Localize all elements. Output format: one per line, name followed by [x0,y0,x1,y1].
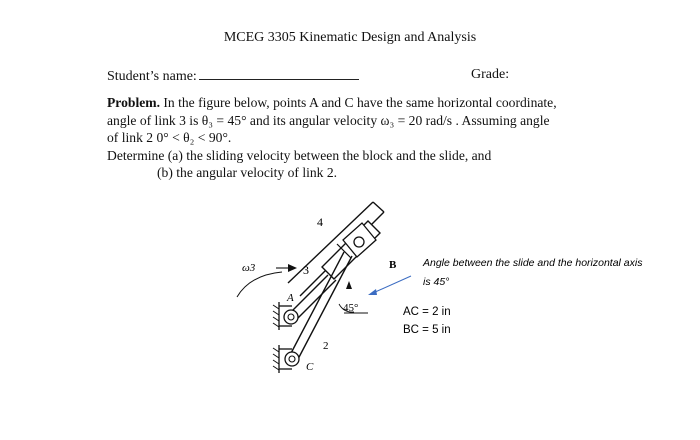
label-link-2: 2 [323,340,329,352]
problem-line-4: Determine (a) the sliding velocity between the block and the slide, and [107,147,492,163]
student-name-label: Student’s name: [107,69,197,84]
problem-text-1: In the figure below, points A and C have the same horizontal coordinate, [159,95,557,110]
grade-label: Grade: [471,67,510,82]
label-omega-3: ω3 [242,262,256,274]
dimension-ac: AC = 2 in [403,306,451,318]
slide-angle-note-line-2: is 45° [423,276,450,288]
slide-angle-note-line-1: Angle between the slide and the horizontal axis [423,257,643,269]
label-link-3: 3 [303,263,309,277]
problem-line-3: of link 2 0° < θ₂ < 90°. [107,130,232,145]
dimension-bc: BC = 5 in [403,324,451,336]
note-pointer-arrow [368,276,411,295]
label-link-4: 4 [317,215,323,229]
angle-label: 45° [343,302,359,314]
problem-line-5: (b) the angular velocity of link 2. [157,165,338,180]
ground-pivot-a [273,302,298,330]
problem-line-2: angle of link 3 is θ₃ = 45° and its angular velocity ω₃ = 20 rad/s . Assuming angle [107,112,550,128]
slide-link-4 [288,202,384,296]
label-point-b: B [389,259,397,271]
course-title: MCEG 3305 Kinematic Design and Analysis [223,30,477,45]
problem-lead: Problem. [107,95,160,110]
ground-pivot-c [273,345,299,373]
label-point-a: A [287,292,294,304]
label-point-c: C [306,361,314,373]
